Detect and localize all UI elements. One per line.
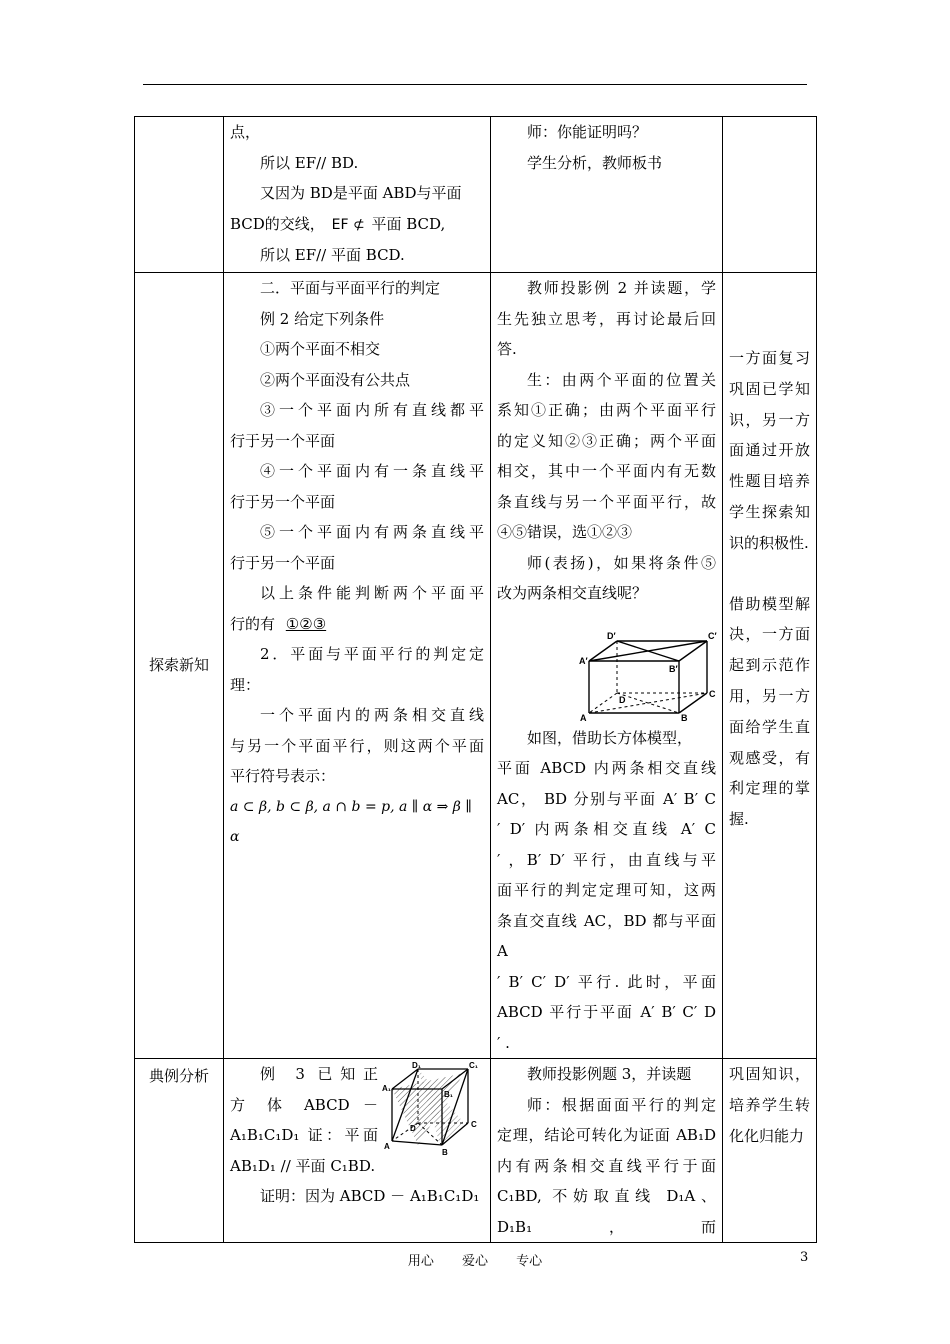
- text-line: 点，: [230, 123, 261, 141]
- activity-cell: [491, 117, 723, 273]
- text-line: 生：由两个平面的位置关: [527, 370, 716, 389]
- intent-text: 一方面复习巩固已学知识，另一方面通过开放性题目培养学生探索知识的积极性.: [729, 349, 810, 552]
- condition-4: ④一个平面内有一条直线平: [260, 462, 484, 480]
- vertex-label: D₁: [412, 1061, 422, 1070]
- proof-line: 证明：因为 ABCD － A₁B₁C₁D₁: [260, 1187, 480, 1205]
- text-line: ABCD 平行于平面 A′ B′ C′ D: [497, 1003, 716, 1021]
- text-fragment: 平面 BCD,: [371, 214, 446, 233]
- text-line: ′ D′ 内两条相交直线 A′ C: [497, 820, 716, 838]
- text-line: 理：: [230, 675, 261, 694]
- answer-underlined: ①②③: [285, 614, 327, 633]
- text-line: 学生分析，教师板书: [527, 153, 663, 172]
- text-line: 相交，其中一个平面内有无数: [497, 462, 716, 480]
- text-line: 一个平面内的两条相交直线: [260, 706, 484, 724]
- condition-5-cont: 行于另一个平面: [230, 553, 336, 572]
- table-row: [135, 1059, 817, 1243]
- text-line: 以上条件能判断两个平面平: [260, 584, 484, 602]
- condition-5: ⑤一个平面内有两条直线平: [260, 523, 484, 541]
- category-cell: 典例分析: [135, 1059, 224, 1243]
- text-line: ′ ，B′ D′ 平行，由直线与平: [497, 850, 716, 869]
- text-line: [230, 609, 484, 640]
- text-line: 师：根据面面平行的判定: [527, 1095, 716, 1114]
- text-line: 系知①正确；由两个平面平行: [497, 401, 716, 419]
- text-line: 所以 EF// BD.: [260, 153, 359, 172]
- lesson-plan-table: [134, 116, 817, 1243]
- text-line: ④⑤错误，选①②③: [497, 523, 633, 541]
- text-fragment: BCD的交线，: [230, 214, 325, 233]
- vertex-label: B₁: [444, 1090, 454, 1099]
- page-number: 3: [800, 1250, 809, 1265]
- text-line: 定理，结论可转化为证面 AB₁D: [497, 1126, 716, 1144]
- text-line: 又因为 BD是平面 ABD与平面: [260, 184, 462, 202]
- text-line: 答.: [497, 340, 517, 358]
- theorem-heading: 2．平面与平面平行的判定定: [260, 645, 484, 663]
- diagonal-BD-top: [617, 641, 679, 661]
- text-line: 改为两条相交直线呢？: [497, 584, 648, 602]
- edge: [679, 693, 707, 713]
- text-line: ′ B′ C′ D′ 平行. 此时，平面: [497, 972, 716, 991]
- text-line: 例 2 给定下列条件: [260, 309, 385, 328]
- text-line: 教师投影例 2 并读题，学: [527, 279, 716, 297]
- condition-3-cont: 行于另一个平面: [230, 431, 336, 450]
- hidden-edge: [589, 693, 617, 713]
- condition-3: ③一个平面内所有直线都平: [260, 401, 484, 419]
- cube-figure: [382, 1061, 486, 1157]
- intent-text: 借助模型解决，一方面起到示范作用，另一方面给学生直观感受，有利定理的掌握.: [729, 594, 810, 829]
- vertex-label: A₁: [382, 1084, 392, 1093]
- text-line: 师(表扬)，如果将条件⑤: [527, 553, 716, 572]
- activity-cell: [491, 273, 723, 1059]
- text-line: ′ .: [497, 1033, 510, 1052]
- condition-2: ②两个平面没有公共点: [260, 370, 411, 389]
- text-line: 平面 ABCD 内两条相交直线: [497, 759, 716, 777]
- text-line: [230, 209, 484, 241]
- vertex-label: A′: [579, 655, 588, 666]
- text-line: 平行符号表示：: [230, 767, 336, 785]
- text-fragment: 行的有: [230, 614, 276, 633]
- vertex-label: B: [681, 712, 688, 723]
- condition-1: ①两个平面不相交: [260, 340, 381, 358]
- text-line: 所以 EF// 平面 BCD.: [260, 246, 405, 264]
- section-heading: 二．平面与平面平行的判定: [260, 279, 441, 297]
- intent-cell-empty: [723, 117, 817, 273]
- intent-cell: [723, 1059, 817, 1243]
- vertex-label: C: [471, 1120, 477, 1129]
- category-cell-empty: [135, 117, 224, 273]
- vertex-label: A: [580, 712, 587, 723]
- notin-symbol: EF ⊄: [331, 216, 365, 233]
- header-rule: [143, 84, 807, 85]
- activity-cell: [491, 1059, 723, 1243]
- text-line: AC， BD 分别与平面 A′ B′ C: [497, 789, 716, 808]
- example-3-line: 例 3 已知正: [260, 1065, 378, 1083]
- text-line: 条直交直线 AC，BD 都与平面 A: [497, 911, 716, 960]
- example-3-line: A₁B₁C₁D₁ 证：平面: [230, 1126, 378, 1144]
- content-cell: [224, 273, 491, 1059]
- text-line: C₁BD, 不妨取直线 D₁A、D₁B₁，而: [497, 1187, 716, 1236]
- example-3-line: AB₁D₁ // 平面 C₁BD.: [230, 1156, 376, 1175]
- content-cell: [224, 1059, 491, 1243]
- text-line: 内有两条相交直线平行于面: [497, 1156, 716, 1175]
- text-line: 的定义知②③正确；两个平面: [497, 431, 716, 450]
- cuboid-figure: [579, 631, 719, 723]
- vertex-label: C′: [708, 630, 717, 641]
- example-3-line: 方 体 ABCD －: [230, 1095, 378, 1114]
- vertex-label: A: [384, 1142, 390, 1151]
- intent-cell: [723, 273, 817, 1059]
- vertex-label: C: [709, 688, 716, 699]
- condition-4-cont: 行于另一个平面: [230, 492, 336, 511]
- vertex-label: B: [442, 1148, 448, 1157]
- theorem-formula: a ⊂ β, b ⊂ β, a ∩ b = p, a ∥ α ⇒ β ∥ α: [230, 798, 472, 845]
- table-row: [135, 273, 817, 1059]
- text-line: 生先独立思考，再讨论最后回: [497, 309, 716, 328]
- vertex-label: D: [619, 694, 626, 705]
- intent-text: 巩固知识，培养学生转化化归能力: [729, 1065, 810, 1145]
- category-cell: 探索新知: [135, 273, 224, 1059]
- text-line: 教师投影例题 3，并读题: [527, 1065, 692, 1083]
- footer-motto: 用心 爱心 专心: [407, 1254, 543, 1269]
- text-line: 与另一个平面平行，则这两个平面: [230, 736, 484, 755]
- hidden-diagonal: [617, 693, 679, 713]
- vertex-label: C₁: [469, 1061, 479, 1070]
- text-line: 如图，借助长方体模型，: [527, 728, 693, 747]
- text-line: 条直线与另一个平面平行，故: [497, 492, 716, 511]
- vertex-label: D: [410, 1124, 416, 1133]
- content-cell: [224, 117, 491, 273]
- table-row: [135, 117, 817, 273]
- text-line: 师：你能证明吗？: [527, 123, 648, 141]
- text-line: 面平行的判定定理可知，这两: [497, 881, 716, 899]
- vertex-label: D′: [607, 630, 616, 641]
- vertex-label: B′: [669, 663, 678, 674]
